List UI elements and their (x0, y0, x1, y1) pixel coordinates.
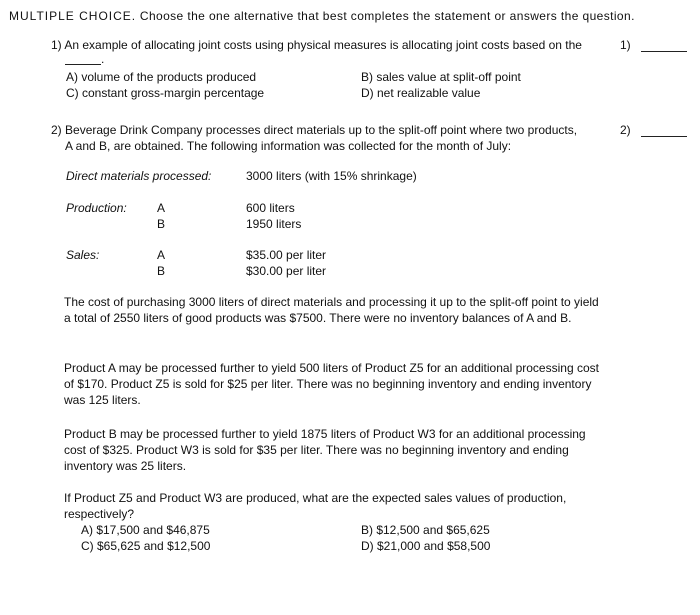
dm-value: 3000 liters (with 15% shrinkage) (246, 169, 417, 183)
q2-stem-text1: Beverage Drink Company processes direct materials up to the split-off point where two products, (65, 123, 578, 137)
q1-stem-blank (65, 64, 101, 65)
q2-paragraph-product-a: Product A may be processed further to yield 500 liters of Product Z5 for an additional processing cost of $170. Product Z5 is sold for $25 per liter. There was no beginning inventory and ending inventory was 125 liters. (64, 361, 599, 407)
sales-label: Sales: (66, 248, 100, 262)
section-heading (9, 8, 635, 24)
production-product-b: B (157, 217, 166, 231)
q2-option-d[interactable]: D) $21,000 and $58,500 (361, 539, 491, 553)
q2-answer-blank[interactable] (641, 136, 687, 137)
q2-option-b[interactable]: B) $12,500 and $65,625 (361, 523, 490, 537)
production-product-a: A (157, 201, 166, 215)
production-value-b: 1950 liters (246, 217, 302, 231)
heading-title: MULTIPLE CHOICE. (9, 9, 137, 23)
q1-answer-blank[interactable] (641, 51, 687, 52)
q1-stem (51, 37, 582, 53)
sales-value-a: $35.00 per liter (246, 248, 327, 262)
q2-stem-line2: A and B, are obtained. The following information was collected for the month of July: (65, 139, 512, 153)
q2-number: 2) (51, 123, 62, 137)
q2-paragraph-cost: The cost of purchasing 3000 liters of direct materials and processing it up to the split-off point to yield a total of 2550 liters of good products was $7500. There were no inventory balances of A and B. (64, 295, 599, 325)
q2-paragraph-product-b: Product B may be processed further to yield 1875 liters of Product W3 for an additional processing cost of $325. Product W3 is sold for $35 per liter. There was no beginning inventory and ending inventory was 25 liters. (64, 427, 586, 473)
sales-product-a: A (157, 248, 166, 262)
sales-product-b: B (157, 264, 166, 278)
heading-instruction: Choose the one alternative that best completes the statement or answers the question. (139, 9, 635, 23)
q1-option-a[interactable]: A) volume of the products produced (66, 70, 257, 84)
q1-number: 1) (51, 38, 62, 52)
q1-option-c[interactable]: C) constant gross-margin percentage (66, 86, 265, 100)
q2-stem-line1 (51, 122, 577, 138)
q2-option-a[interactable]: A) $17,500 and $46,875 (81, 523, 210, 537)
q1-stem-text: An example of allocating joint costs using physical measures is allocating joint costs based on the (64, 38, 582, 52)
q1-option-d[interactable]: D) net realizable value (361, 86, 481, 100)
q2-question: If Product Z5 and Product W3 are produced, what are the expected sales values of production, respectively? (64, 491, 567, 521)
q1-stem-end: . (101, 52, 105, 66)
dm-label: Direct materials processed: (66, 169, 212, 183)
production-value-a: 600 liters (246, 201, 295, 215)
q2-option-c[interactable]: C) $65,625 and $12,500 (81, 539, 211, 553)
sales-value-b: $30.00 per liter (246, 264, 327, 278)
q2-answer-number: 2) (620, 123, 631, 137)
q1-answer-number: 1) (620, 38, 631, 52)
q1-option-b[interactable]: B) sales value at split-off point (361, 70, 521, 84)
production-label: Production: (66, 201, 127, 215)
